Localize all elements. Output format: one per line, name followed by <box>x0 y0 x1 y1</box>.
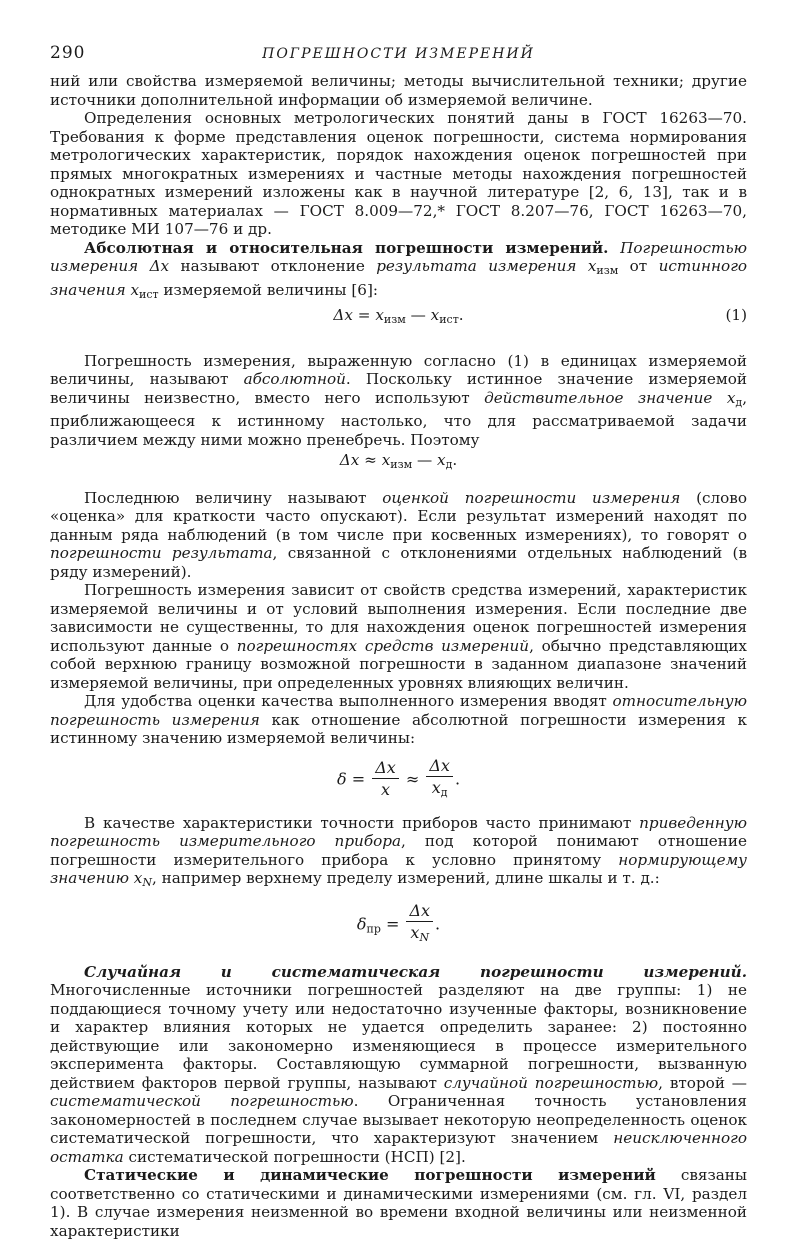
paragraph-relative-error: Для удобства оценки качества выполненного измерения вводят относительную погрешность измерения как отношение абсолютной погрешности измерения к истинному значению измеряемой величины: <box>50 692 747 747</box>
section-heading: Случайная и систематическая погрешности измерений. <box>84 962 747 981</box>
section-heading: Статические и динамические погрешности измерений <box>84 1166 656 1184</box>
paragraph-instrument-errors: Погрешность измерения зависит от свойств средства измерений, характеристик измеряемой величины и от условий выполнения измерения. Если последние две зависимости не существенны, то для нахождения оценок погрешностей измерения используют данные о погрешностях средств измерений, обычно представляющих собой верхнюю границу возможной погрешности в заданном диапазоне значений измеряемой величины, при определенных уровнях влияющих величин. <box>50 581 747 692</box>
equation-relative: δ = $\frac{\Delta x}{x}$ ≈ $\frac{\Delta x}{x_д}$ . <box>336 755 461 799</box>
paragraph-absolute-error: Погрешность измерения, выраженную согласно (1) в единицах измеряемой величины, называют абсолютной. Поскольку истинное значение измеряемой величины неизвестно, вместо него используют действительное значение $x_д$, приближающееся к истинному настолько, что для рассматриваемой задачи различием между ними можно пренебречь. Поэтому <box>50 351 748 449</box>
paragraph-reduced-error: В качестве характеристики точности приборов часто принимают приведенную погрешность измерительного прибора, под которой понимают отношение погрешности измерительного прибора к условно принятому нормирующему значению $x_N$, например верхнему пределу измерений, длине шкалы и т. д.: <box>50 813 747 889</box>
running-title: ПОГРЕШНОСТИ ИЗМЕРЕНИЙ <box>262 46 535 62</box>
equation-2: $\Delta x \approx x_{изм}$ — $x_д$. <box>339 451 458 471</box>
equation-1: $\Delta x = x_{изм}$ — $x_{ист}$. (1) <box>333 306 747 326</box>
page-header <box>50 44 747 72</box>
section-static-dynamic: Статические и динамические погрешности измерений связаны соответственно со статическими и динамическими измерениями (см. гл. VI, раздел 1). В случае измерения неизменной во времени входной величины или неизменной характеристики <box>50 1166 748 1240</box>
paragraph-error-estimate: Последнюю величину называют оценкой погрешности измерения (слово «оценка» для краткости часто опускают). Если результат измерений находят по данным ряда наблюдений (в том числе при косвенных измерениях), то говорят о погрешности результата, связанной с отклонениями отдельных наблюдений (в ряду измерений). <box>50 488 747 581</box>
equation-reduced: $\delta_{пр}$ = $\frac{\Delta x}{x_N}$ . <box>356 900 441 944</box>
paragraph-continuation: ний или свойства измеряемой величины; методы вычислительной техники; другие источники дополнительной информации об измеряемой величине. <box>50 72 747 109</box>
section-heading: Абсолютная и относительная погрешности измерений. <box>84 238 609 257</box>
section-random-systematic: Случайная и систематическая погрешности измерений. Многочисленные источники погрешностей разделяют на две группы: 1) не поддающиеся точному учету или недостаточно изученные факторы, возникновение и характер влияния которых не удается определить заранее: 2) постоянно действующие или закономерно изменяющиеся в процессе измерительного эксперимента факторы. Составляющую суммарной погрешности, вызванную действием факторов первой группы, называют случайной погрешностью, второй — систематической погрешностью. Ограниченная точность установления закономерностей в последнем случае вызывает некоторую неопределенность оценок систематической погрешности, что характеризуют значением неисключенного остатка систематической погрешности (НСП) [2]. <box>50 962 748 1166</box>
page-number: 290 <box>50 43 86 63</box>
section-absolute-relative: Абсолютная и относительная погрешности измерений. Погрешностью измерения Δx называют отклонение результата измерения $x_{изм}$ от истинного значения $x_{ист}$ измеряемой величины [6]: <box>50 238 748 301</box>
paragraph-definitions: Определения основных метрологических понятий даны в ГОСТ 16263—70. Требования к форме представления оценок погрешности, система нормирования метрологических характеристик, порядок нахождения оценок погрешностей при прямых многократных измерениях и частные методы нахождения погрешностей однократных измерений изложены как в научной литературе [2, 6, 13], так и в нормативных материалах — ГОСТ 8.009—72,* ГОСТ 8.207—76, ГОСТ 16263—70, методике МИ 107—76 и др. <box>50 109 747 238</box>
equation-number: (1) <box>725 306 747 324</box>
